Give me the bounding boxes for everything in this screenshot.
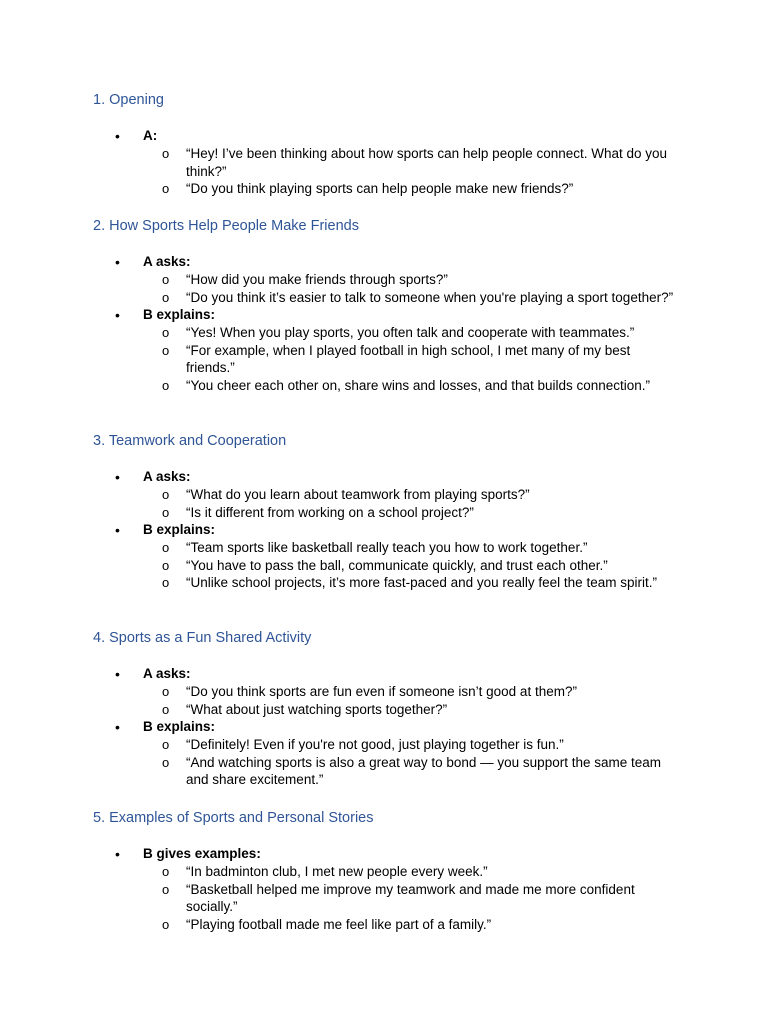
sub-item [143, 486, 676, 504]
section-teamwork [93, 432, 693, 592]
speaker-label: A: [143, 128, 158, 143]
sub-item [143, 701, 676, 719]
sub-item-text: “What about just watching sports together?” [186, 701, 448, 717]
speaker-label: B gives examples: [143, 846, 261, 861]
sub-marker: o [162, 272, 170, 287]
bullet-list [93, 468, 693, 592]
sub-list [143, 486, 693, 521]
sub-item [143, 574, 676, 592]
sub-item [143, 342, 676, 377]
sub-item [143, 736, 676, 754]
bullet-marker: • [115, 128, 120, 144]
bullet-item [93, 845, 693, 933]
section-heading: 5. Examples of Sports and Personal Stories [93, 810, 374, 826]
bullet-marker: • [115, 254, 120, 270]
sub-marker: o [162, 540, 170, 555]
sub-item [143, 539, 676, 557]
sub-item-text: “Basketball helped me improve my teamwork and made me more confident socially.” [186, 881, 635, 914]
sub-marker: o [162, 684, 170, 699]
sub-item [143, 881, 676, 916]
bullet-list [93, 665, 693, 789]
sub-marker: o [162, 325, 170, 340]
sub-item-text: “Team sports like basketball really teach you how to work together.” [186, 540, 588, 555]
sub-item-text: “Playing football made me feel like part of a family.” [186, 916, 492, 932]
section-make-friends [93, 217, 693, 394]
bullet-marker: • [115, 719, 120, 735]
sub-marker: o [162, 504, 170, 520]
sub-item [143, 145, 676, 180]
bullet-item [93, 718, 693, 789]
sub-item [143, 754, 676, 789]
speaker-label: A asks: [143, 469, 191, 484]
speaker-label: B explains: [143, 719, 216, 734]
sub-marker: o [162, 701, 170, 717]
sub-item-text: “For example, when I played football in high school, I met many of my best friends.” [186, 342, 631, 375]
sub-list [143, 324, 693, 394]
sub-item [143, 289, 676, 307]
section-fun-activity [93, 629, 693, 789]
sub-list [143, 863, 693, 933]
sub-marker: o [162, 881, 170, 897]
bullet-marker: • [115, 307, 120, 323]
bullet-item [93, 665, 693, 718]
sub-item-text: “Definitely! Even if you're not good, just playing together is fun.” [186, 737, 564, 752]
bullet-marker: • [115, 469, 120, 485]
bullet-item [93, 468, 693, 521]
sub-item [143, 324, 676, 342]
speaker-label: B explains: [143, 522, 216, 537]
section-opening [93, 91, 693, 198]
bullet-item [93, 306, 693, 394]
sub-marker: o [162, 487, 170, 502]
sub-list [143, 736, 693, 789]
sub-item [143, 271, 676, 289]
sub-item [143, 863, 676, 881]
sub-item [143, 504, 676, 522]
sub-marker: o [162, 342, 170, 358]
sub-list [143, 539, 693, 592]
sub-item-text: “Unlike school projects, it’s more fast-paced and you really feel the team spirit.” [186, 575, 657, 590]
sub-item-text: “What do you learn about teamwork from playing sports?” [186, 487, 530, 502]
sub-item-text: “Is it different from working on a school project?” [186, 504, 474, 520]
sub-item [143, 557, 676, 575]
bullet-list [93, 845, 693, 933]
speaker-label: A asks: [143, 254, 191, 269]
sub-item-text: “In badminton club, I met new people every week.” [186, 864, 488, 879]
bullet-marker: • [115, 846, 120, 862]
section-examples [93, 809, 693, 933]
speaker-label: B explains: [143, 307, 216, 322]
sub-item-text: “You cheer each other on, share wins and losses, and that builds connection.” [186, 377, 651, 393]
sub-marker: o [162, 864, 170, 879]
bullet-marker: • [115, 522, 120, 538]
sub-marker: o [162, 916, 170, 932]
sub-item-text: “Hey! I’ve been thinking about how sports can help people connect. What do you think?” [186, 146, 668, 179]
sub-list [143, 683, 693, 718]
sub-item [143, 683, 676, 701]
sub-item [143, 377, 676, 395]
sub-marker: o [162, 146, 170, 161]
sub-item [143, 916, 676, 934]
sub-marker: o [162, 181, 170, 196]
sub-marker: o [162, 377, 170, 393]
bullet-item [93, 253, 693, 306]
section-heading: 3. Teamwork and Cooperation [93, 433, 287, 449]
sub-marker: o [162, 575, 170, 590]
bullet-item [93, 521, 693, 592]
sub-item-text: “Do you think it’s easier to talk to someone when you're playing a sport together?” [186, 289, 674, 305]
sub-item-text: “And watching sports is also a great way to bond — you support the same team and share excitement.” [186, 754, 661, 787]
sub-marker: o [162, 737, 170, 752]
section-heading: 2. How Sports Help People Make Friends [93, 218, 359, 234]
sub-marker: o [162, 557, 170, 573]
sub-list [143, 271, 693, 306]
sub-item [143, 180, 676, 198]
bullet-list [93, 253, 693, 394]
sub-marker: o [162, 289, 170, 305]
section-heading: 1. Opening [93, 92, 164, 108]
sub-item-text: “How did you make friends through sports?” [186, 272, 448, 287]
bullet-list [93, 127, 693, 198]
sub-item-text: “You have to pass the ball, communicate quickly, and trust each other.” [186, 557, 608, 573]
speaker-label: A asks: [143, 666, 191, 681]
sub-item-text: “Do you think sports are fun even if someone isn’t good at them?” [186, 684, 577, 699]
sub-marker: o [162, 754, 170, 770]
sub-list [143, 145, 693, 198]
sub-item-text: “Do you think playing sports can help people make new friends?” [186, 181, 574, 196]
bullet-marker: • [115, 666, 120, 682]
section-heading: 4. Sports as a Fun Shared Activity [93, 630, 312, 646]
bullet-item [93, 127, 693, 198]
sub-item-text: “Yes! When you play sports, you often talk and cooperate with teammates.” [186, 325, 635, 340]
